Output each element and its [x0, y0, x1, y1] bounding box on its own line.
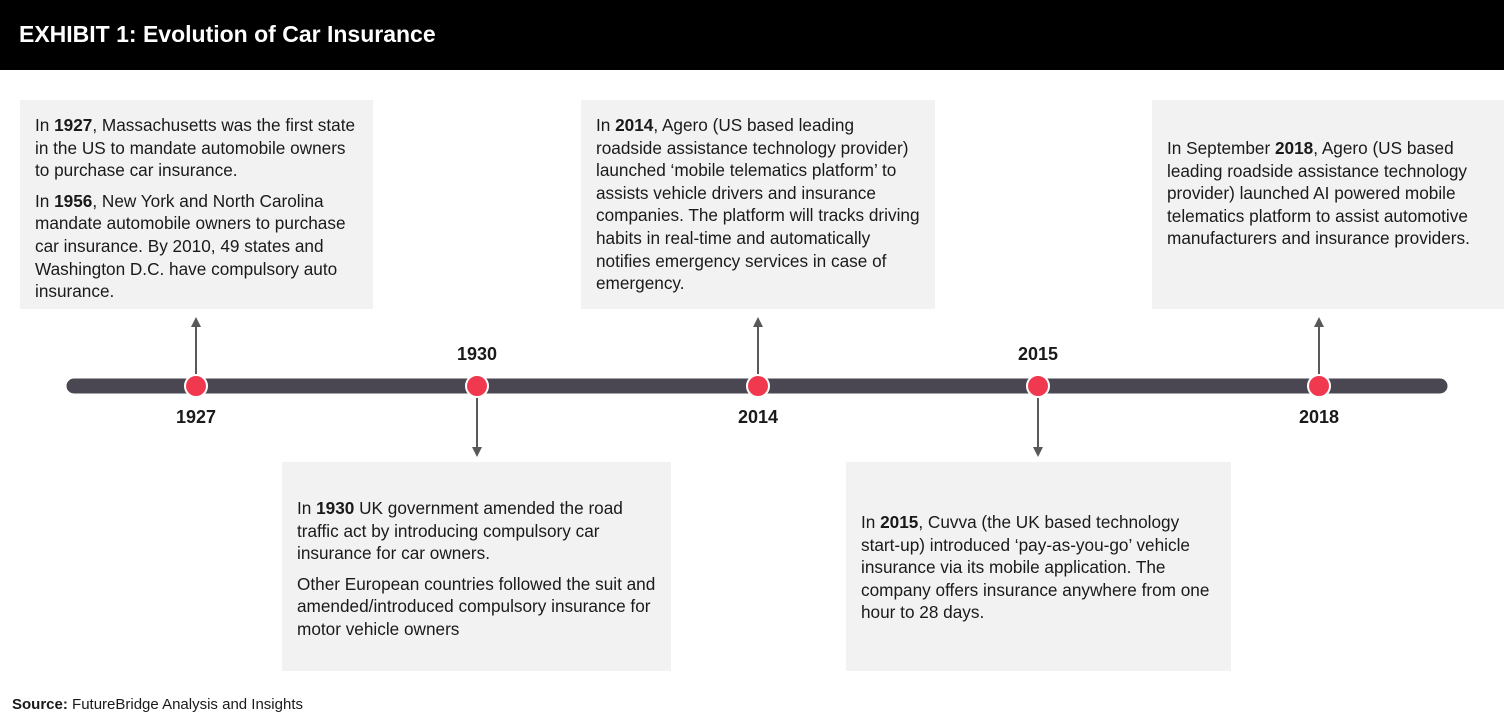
- source-text: FutureBridge Analysis and Insights: [67, 696, 303, 713]
- event-paragraph: Other European countries followed the suit and amended/introduced compulsory insurance for motor vehicle owners: [297, 573, 656, 639]
- year-label-2018: 2018: [1298, 407, 1340, 427]
- event-paragraph: In 2015, Cuvva (the UK based technology start-up) introduced ‘pay-as-you-go’ vehicle insurance via its mobile application. The company offers insurance anywhere from one hour to 28 days.: [861, 512, 1210, 623]
- event-paragraph: In 1930 UK government amended the road traffic act by introducing compulsory car insurance for car owners.: [297, 498, 623, 564]
- event-paragraph: In 1927, Massachusetts was the first state in the US to mandate automobile owners to purchase car insurance.: [35, 115, 356, 181]
- source-note: [12, 696, 303, 713]
- event-dot-2014: [747, 375, 769, 397]
- event-dot-1930: [466, 375, 488, 397]
- year-label-1930: 1930: [456, 344, 498, 364]
- event-dot-2015: [1027, 375, 1049, 397]
- year-label-1927: 1927: [175, 407, 217, 427]
- year-label-2014: 2014: [737, 407, 779, 427]
- year-label-2015: 2015: [1017, 344, 1059, 364]
- exhibit-title: EXHIBIT 1: Evolution of Car Insurance: [19, 21, 436, 47]
- event-dot-2018: [1308, 375, 1330, 397]
- event-paragraph: In September 2018, Agero (US based leading roadside assistance technology provider) launched AI powered mobile telematics platform to assist automotive manufacturers and insurance providers.: [1167, 138, 1470, 249]
- event-paragraph: In 1956, New York and North Carolina mandate automobile owners to purchase car insurance. By 2010, 49 states and Washington D.C. have compulsory auto insurance.: [35, 190, 346, 302]
- source-label: Source:: [12, 696, 68, 713]
- event-paragraph: In 2014, Agero (US based leading roadside assistance technology provider) launched ‘mobile telematics platform’ to assists vehicle drivers and insurance companies. The platform will tracks driving habits in real-time and automatically notifies emergency services in case of emergency.: [596, 115, 920, 294]
- event-dot-1927: [185, 375, 207, 397]
